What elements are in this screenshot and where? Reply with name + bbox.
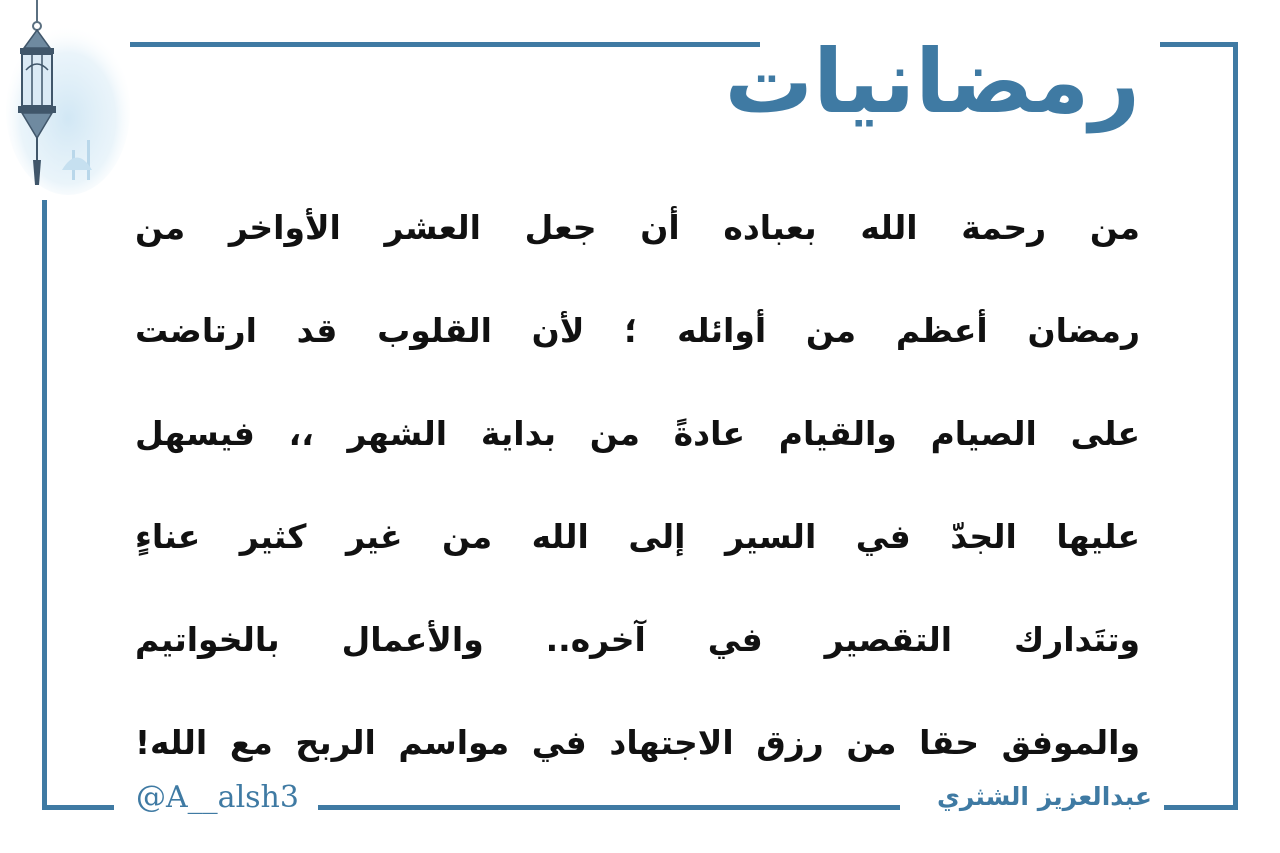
social-handle: @A__alsh3 bbox=[136, 780, 299, 815]
frame-left bbox=[42, 200, 47, 810]
frame-top-left bbox=[130, 42, 760, 47]
body-line: من رحمة الله بعباده أن جعل العشر الأواخر من bbox=[135, 208, 1140, 247]
body-line: عليها الجدّ في السير إلى الله من غير كثير عناءٍ bbox=[135, 517, 1140, 556]
body-line: وتتَدارك التقصير في آخره.. والأعمال بالخواتيم bbox=[135, 620, 1140, 659]
frame-bottom-left bbox=[42, 805, 114, 810]
frame-right bbox=[1233, 42, 1238, 810]
page-title: رمضانيات bbox=[724, 30, 1140, 133]
author-name: عبدالعزيز الشثري bbox=[936, 782, 1152, 811]
frame-bottom-right bbox=[1164, 805, 1238, 810]
body-line: رمضان أعظم من أوائله ؛ لأن القلوب قد ارتاضت bbox=[135, 311, 1140, 350]
lantern-icon bbox=[2, 0, 130, 195]
frame-top-right bbox=[1160, 42, 1238, 47]
body-text bbox=[135, 195, 1140, 813]
body-line: والموفق حقا من رزق الاجتهاد في مواسم الربح مع الله! bbox=[135, 723, 1140, 762]
body-line: على الصيام والقيام عادةً من بداية الشهر ،، فيسهل bbox=[135, 414, 1140, 453]
